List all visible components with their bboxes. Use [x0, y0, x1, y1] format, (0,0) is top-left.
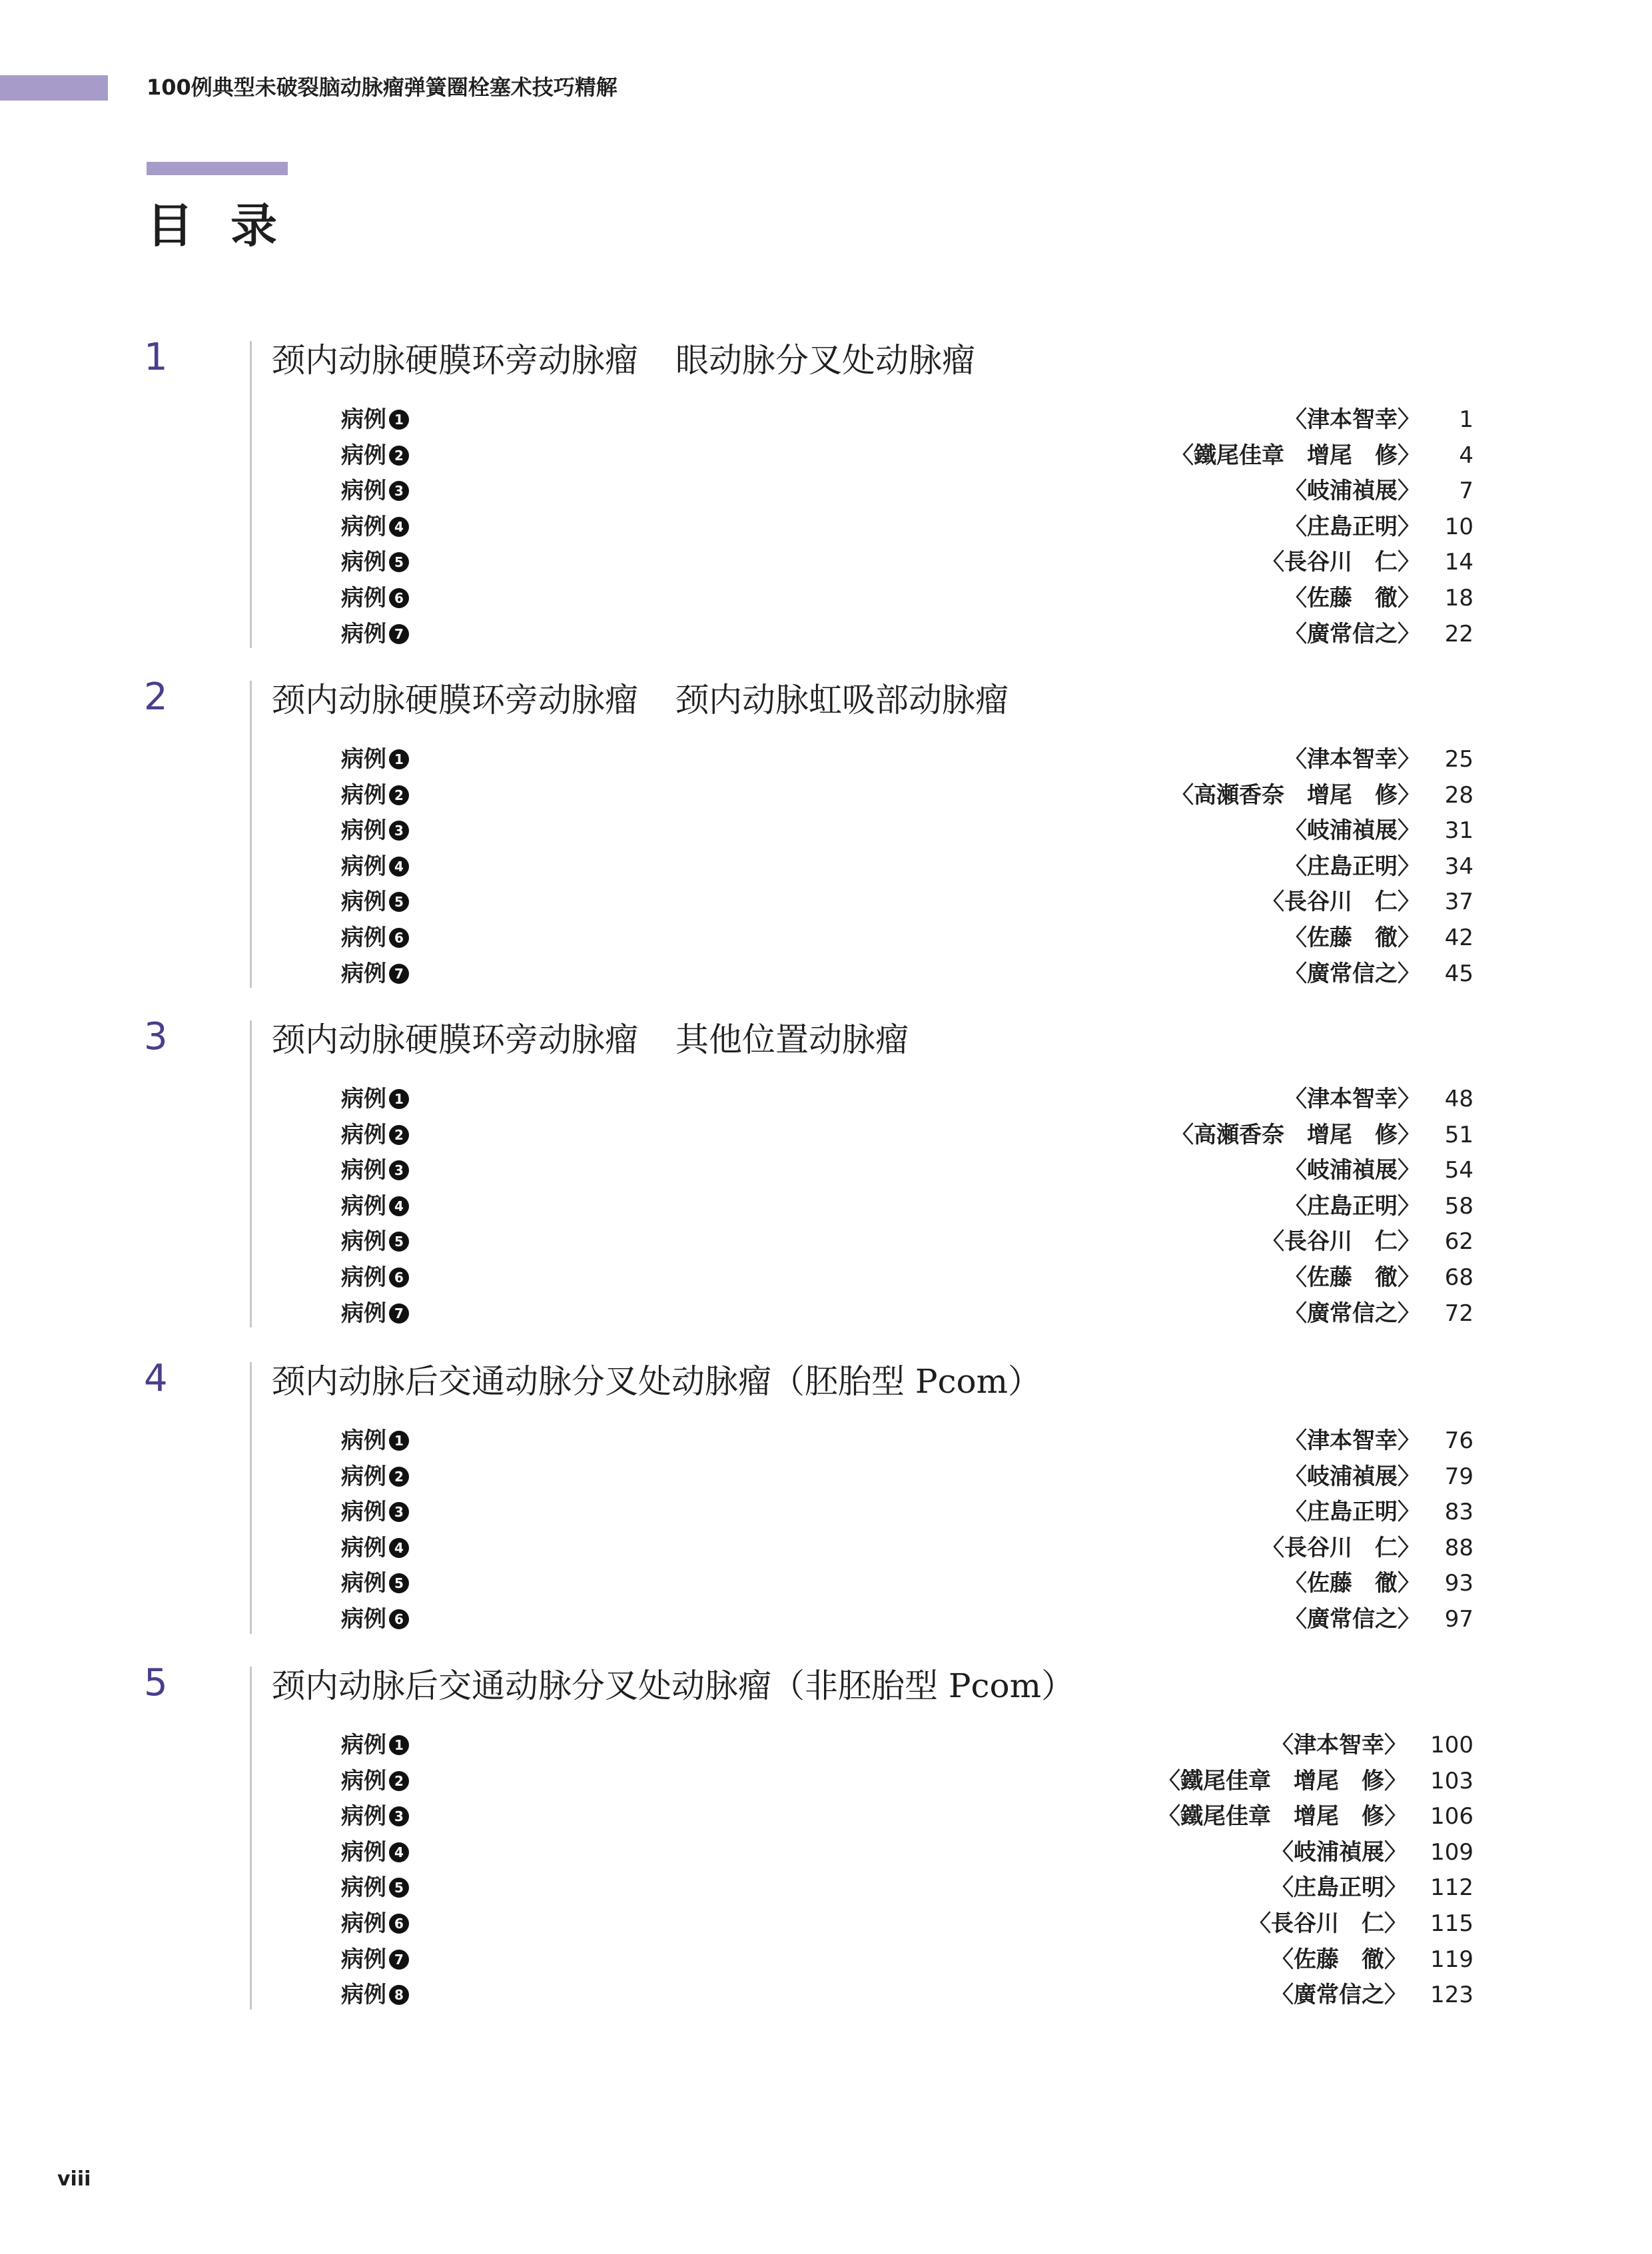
- case-number-badge: 3: [389, 821, 409, 841]
- case-number-badge: 7: [389, 1950, 409, 1970]
- case-author: 〈岐浦禎展〉: [1284, 1157, 1420, 1184]
- case-label-text: 病例: [341, 1427, 386, 1454]
- case-number-badge: 6: [389, 1914, 409, 1934]
- toc-entry[interactable]: [0, 1156, 1652, 1191]
- case-label: [341, 923, 409, 952]
- case-label: [341, 959, 409, 988]
- case-label: [341, 1263, 409, 1292]
- case-page-number: 42: [1444, 925, 1473, 951]
- case-label-text: 病例: [341, 620, 386, 647]
- case-author: 〈岐浦禎展〉: [1271, 1838, 1407, 1866]
- case-label-text: 病例: [341, 1946, 386, 1973]
- case-author: 〈佐藤 徹〉: [1284, 1264, 1420, 1291]
- case-label: [341, 476, 409, 506]
- case-number-badge: 2: [389, 446, 409, 466]
- case-label-text: 病例: [341, 817, 386, 845]
- case-page-number: 58: [1444, 1192, 1473, 1220]
- case-number-badge: 2: [389, 1771, 409, 1791]
- case-label-text: 病例: [341, 1228, 386, 1256]
- case-label-text: 病例: [341, 925, 386, 951]
- case-label-text: 病例: [341, 1767, 386, 1794]
- case-number-badge: 5: [389, 552, 409, 572]
- case-label: [341, 1299, 409, 1328]
- case-number-badge: 6: [389, 588, 409, 608]
- toc-entry[interactable]: [0, 959, 1652, 994]
- chapter-number: 5: [144, 1661, 168, 1704]
- case-number-badge: 7: [389, 964, 409, 984]
- case-label-text: 病例: [341, 478, 386, 505]
- case-label: [341, 1156, 409, 1185]
- case-author: 〈津本智幸〉: [1284, 1086, 1420, 1112]
- case-page-number: 115: [1430, 1910, 1473, 1937]
- case-label: [341, 1980, 409, 2010]
- case-author: 〈長谷川 仁〉: [1262, 1228, 1420, 1256]
- case-author: 〈佐藤 徹〉: [1284, 925, 1420, 951]
- toc-entry[interactable]: [0, 1533, 1652, 1569]
- toc-entry[interactable]: [0, 1909, 1652, 1944]
- case-label: [341, 887, 409, 917]
- case-label: [341, 1533, 409, 1563]
- case-page-number: 18: [1444, 585, 1473, 611]
- case-label-text: 病例: [341, 1534, 386, 1561]
- case-label-text: 病例: [341, 1982, 386, 2009]
- case-label: [341, 512, 409, 542]
- case-label: [341, 1873, 409, 1902]
- case-label-text: 病例: [341, 1732, 386, 1758]
- case-label-text: 病例: [341, 1086, 386, 1112]
- toc-entry[interactable]: [0, 583, 1652, 619]
- toc-entry[interactable]: [0, 1802, 1652, 1837]
- case-author: 〈長谷川 仁〉: [1248, 1910, 1407, 1937]
- chapter-title[interactable]: [272, 1362, 1041, 1401]
- case-author: 〈高瀬香奈 增尾 修〉: [1171, 781, 1420, 809]
- case-number-badge: 5: [389, 1232, 409, 1252]
- case-page-number: 25: [1444, 746, 1473, 773]
- toc-entry[interactable]: [0, 1192, 1652, 1227]
- case-label-text: 病例: [341, 960, 386, 987]
- toc-entry[interactable]: [0, 1605, 1652, 1640]
- toc-entry[interactable]: [0, 1873, 1652, 1908]
- case-label-text: 病例: [341, 1499, 386, 1526]
- running-title: 100例典型未破裂脑动脉瘤弹簧圈栓塞术技巧精解: [147, 75, 618, 100]
- case-author: 〈津本智幸〉: [1271, 1732, 1407, 1758]
- case-number-badge: 3: [389, 1806, 409, 1826]
- case-label-text: 病例: [341, 1910, 386, 1937]
- chapter-number: 1: [144, 336, 168, 379]
- case-label-text: 病例: [341, 442, 386, 469]
- toc-entry[interactable]: [0, 887, 1652, 923]
- case-page-number: 10: [1444, 513, 1473, 540]
- toc-entry[interactable]: [0, 619, 1652, 655]
- toc-entry[interactable]: [0, 1299, 1652, 1334]
- case-label: [341, 1605, 409, 1634]
- case-label: [341, 405, 409, 434]
- case-number-badge: 3: [389, 481, 409, 501]
- chapter-title[interactable]: [272, 1020, 909, 1059]
- case-label: [341, 1084, 409, 1114]
- case-page-number: 34: [1444, 853, 1473, 880]
- chapter-title-main: 颈内动脉后交通动脉分叉处动脉瘤（非胚胎型 Pcom）: [272, 1667, 1075, 1705]
- case-label: [341, 1569, 409, 1598]
- chapter-title-main: 颈内动脉硬膜环旁动脉瘤: [272, 1020, 638, 1059]
- case-page-number: 4: [1459, 442, 1473, 469]
- case-page-number: 103: [1430, 1767, 1473, 1794]
- case-label: [341, 583, 409, 613]
- toc-entry[interactable]: [0, 923, 1652, 958]
- toc-entry[interactable]: [0, 816, 1652, 851]
- case-label: [341, 1120, 409, 1150]
- case-label-text: 病例: [341, 889, 386, 916]
- case-number-badge: 2: [389, 1467, 409, 1487]
- case-label-text: 病例: [341, 1463, 386, 1490]
- case-page-number: 51: [1444, 1121, 1473, 1148]
- case-page-number: 106: [1430, 1803, 1473, 1830]
- chapter-number: 4: [144, 1357, 168, 1400]
- toc-entry[interactable]: [0, 1227, 1652, 1262]
- case-number-badge: 1: [389, 1089, 409, 1109]
- case-author: 〈岐浦禎展〉: [1284, 1463, 1420, 1490]
- case-page-number: 7: [1459, 478, 1473, 505]
- case-label: [341, 852, 409, 881]
- case-label-text: 病例: [341, 1838, 386, 1866]
- case-page-number: 14: [1444, 549, 1473, 576]
- case-number-badge: 4: [389, 1842, 409, 1862]
- case-page-number: 28: [1444, 781, 1473, 809]
- case-author: 〈庄島正明〉: [1284, 1499, 1420, 1526]
- chapter-title-sub: 颈内动脉虹吸部动脉瘤: [675, 681, 1009, 719]
- toc-entry[interactable]: [0, 548, 1652, 583]
- case-label-text: 病例: [341, 406, 386, 433]
- case-page-number: 100: [1430, 1732, 1473, 1758]
- case-label: [341, 441, 409, 470]
- toc-entry[interactable]: [0, 441, 1652, 476]
- case-number-badge: 1: [389, 1431, 409, 1451]
- chapter-title[interactable]: [272, 341, 975, 380]
- chapter-number: 2: [144, 675, 168, 719]
- toc-entry[interactable]: [0, 1569, 1652, 1604]
- toc-entry[interactable]: [0, 1462, 1652, 1497]
- case-page-number: 54: [1444, 1157, 1473, 1184]
- case-author: 〈岐浦禎展〉: [1284, 817, 1420, 845]
- case-author: 〈鐵尾佳章 增尾 修〉: [1158, 1803, 1407, 1830]
- case-author: 〈津本智幸〉: [1284, 746, 1420, 773]
- case-number-badge: 5: [389, 1878, 409, 1898]
- case-label: [341, 1909, 409, 1938]
- case-number-badge: 6: [389, 1609, 409, 1629]
- case-number-badge: 1: [389, 749, 409, 769]
- case-author: 〈廣常信之〉: [1284, 960, 1420, 987]
- case-number-badge: 8: [389, 1985, 409, 2005]
- case-page-number: 112: [1430, 1874, 1473, 1902]
- case-page-number: 76: [1444, 1427, 1473, 1454]
- case-number-badge: 2: [389, 1125, 409, 1145]
- chapter-title-sub: 眼动脉分叉处动脉瘤: [675, 341, 975, 380]
- case-page-number: 37: [1444, 889, 1473, 916]
- toc-entry[interactable]: [0, 476, 1652, 512]
- chapter-title[interactable]: [272, 681, 1009, 719]
- case-page-number: 72: [1444, 1300, 1473, 1327]
- case-number-badge: 3: [389, 1160, 409, 1180]
- toc-entry[interactable]: [0, 405, 1652, 440]
- case-label: [341, 548, 409, 577]
- case-label-text: 病例: [341, 746, 386, 773]
- case-number-badge: 4: [389, 517, 409, 537]
- chapter-number: 3: [144, 1015, 168, 1058]
- toc-entry[interactable]: [0, 1497, 1652, 1533]
- case-label: [341, 1838, 409, 1867]
- case-author: 〈津本智幸〉: [1284, 1427, 1420, 1454]
- case-number-badge: 3: [389, 1502, 409, 1522]
- case-author: 〈長谷川 仁〉: [1262, 1534, 1420, 1561]
- case-label: [341, 1945, 409, 1974]
- case-author: 〈庄島正明〉: [1284, 1192, 1420, 1220]
- case-author: 〈廣常信之〉: [1271, 1982, 1407, 2009]
- case-author: 〈庄島正明〉: [1284, 853, 1420, 880]
- case-page-number: 31: [1444, 817, 1473, 845]
- case-author: 〈鐵尾佳章 增尾 修〉: [1171, 442, 1420, 469]
- case-label-text: 病例: [341, 853, 386, 880]
- case-page-number: 93: [1444, 1570, 1473, 1597]
- case-page-number: 79: [1444, 1463, 1473, 1490]
- case-label-text: 病例: [341, 1570, 386, 1597]
- case-number-badge: 6: [389, 928, 409, 948]
- case-author: 〈庄島正明〉: [1271, 1874, 1407, 1902]
- chapter-title-sub: 其他位置动脉瘤: [675, 1020, 909, 1059]
- case-label-text: 病例: [341, 1121, 386, 1148]
- case-number-badge: 4: [389, 857, 409, 877]
- header-accent-bar: [0, 75, 108, 101]
- case-label: [341, 816, 409, 845]
- case-page-number: 88: [1444, 1534, 1473, 1561]
- case-number-badge: 5: [389, 892, 409, 912]
- case-number-badge: 4: [389, 1538, 409, 1558]
- case-number-badge: 1: [389, 1735, 409, 1755]
- case-number-badge: 4: [389, 1196, 409, 1216]
- case-label-text: 病例: [341, 1264, 386, 1291]
- case-author: 〈長谷川 仁〉: [1262, 549, 1420, 576]
- case-author: 〈津本智幸〉: [1284, 406, 1420, 433]
- case-label-text: 病例: [341, 513, 386, 540]
- case-author: 〈廣常信之〉: [1284, 1300, 1420, 1327]
- toc-entry[interactable]: [0, 1730, 1652, 1766]
- case-label: [341, 1730, 409, 1760]
- toc-entry[interactable]: [0, 852, 1652, 887]
- toc-entry[interactable]: [0, 1084, 1652, 1120]
- case-label-text: 病例: [341, 549, 386, 576]
- chapter-title-main: 颈内动脉硬膜环旁动脉瘤: [272, 681, 638, 719]
- case-page-number: 83: [1444, 1499, 1473, 1526]
- case-page-number: 123: [1430, 1982, 1473, 2009]
- case-page-number: 62: [1444, 1228, 1473, 1256]
- case-number-badge: 5: [389, 1573, 409, 1593]
- toc-entry[interactable]: [0, 745, 1652, 780]
- case-number-badge: 6: [389, 1268, 409, 1288]
- case-label: [341, 745, 409, 774]
- case-number-badge: 1: [389, 410, 409, 430]
- page-title: 目录: [147, 198, 314, 253]
- toc-entry[interactable]: [0, 1263, 1652, 1298]
- case-label-text: 病例: [341, 1606, 386, 1633]
- case-label: [341, 619, 409, 649]
- case-number-badge: 7: [389, 1304, 409, 1323]
- chapter-title-main: 颈内动脉硬膜环旁动脉瘤: [272, 341, 638, 380]
- case-label: [341, 1802, 409, 1831]
- case-author: 〈佐藤 徹〉: [1284, 585, 1420, 611]
- case-author: 〈庄島正明〉: [1284, 513, 1420, 540]
- case-number-badge: 7: [389, 624, 409, 644]
- page-number: viii: [57, 2167, 91, 2191]
- case-label: [341, 1462, 409, 1491]
- chapter-title-main: 颈内动脉后交通动脉分叉处动脉瘤（胚胎型 Pcom）: [272, 1362, 1042, 1401]
- case-label-text: 病例: [341, 1157, 386, 1184]
- toc-entry[interactable]: [0, 1426, 1652, 1461]
- case-page-number: 22: [1444, 620, 1473, 647]
- case-author: 〈廣常信之〉: [1284, 1606, 1420, 1633]
- case-author: 〈高瀬香奈 增尾 修〉: [1171, 1121, 1420, 1148]
- case-page-number: 119: [1430, 1946, 1473, 1973]
- case-label: [341, 781, 409, 810]
- toc-entry[interactable]: [0, 1980, 1652, 2016]
- case-label: [341, 1497, 409, 1527]
- case-label-text: 病例: [341, 781, 386, 809]
- toc-entry[interactable]: [0, 1945, 1652, 1980]
- chapter-title[interactable]: [272, 1667, 1074, 1705]
- toc-entry[interactable]: [0, 1766, 1652, 1802]
- case-page-number: 45: [1444, 960, 1473, 987]
- case-page-number: 48: [1444, 1086, 1473, 1112]
- case-label: [341, 1227, 409, 1256]
- case-label-text: 病例: [341, 1803, 386, 1830]
- case-label: [341, 1192, 409, 1221]
- case-author: 〈佐藤 徹〉: [1284, 1570, 1420, 1597]
- case-label-text: 病例: [341, 1874, 386, 1902]
- case-author: 〈佐藤 徹〉: [1271, 1946, 1407, 1973]
- case-page-number: 109: [1430, 1838, 1473, 1866]
- case-label-text: 病例: [341, 1300, 386, 1327]
- case-label: [341, 1766, 409, 1796]
- case-page-number: 1: [1459, 406, 1473, 433]
- case-author: 〈長谷川 仁〉: [1262, 889, 1420, 916]
- title-accent-bar: [147, 162, 288, 175]
- case-number-badge: 2: [389, 785, 409, 805]
- case-author: 〈岐浦禎展〉: [1284, 478, 1420, 505]
- toc-entry[interactable]: [0, 781, 1652, 816]
- case-label-text: 病例: [341, 585, 386, 611]
- toc-entry[interactable]: [0, 1120, 1652, 1156]
- case-label: [341, 1426, 409, 1455]
- toc-entry[interactable]: [0, 1838, 1652, 1873]
- case-label-text: 病例: [341, 1192, 386, 1220]
- case-author: 〈廣常信之〉: [1284, 620, 1420, 647]
- toc-entry[interactable]: [0, 512, 1652, 548]
- case-author: 〈鐵尾佳章 增尾 修〉: [1158, 1767, 1407, 1794]
- case-page-number: 97: [1444, 1606, 1473, 1633]
- case-page-number: 68: [1444, 1264, 1473, 1291]
